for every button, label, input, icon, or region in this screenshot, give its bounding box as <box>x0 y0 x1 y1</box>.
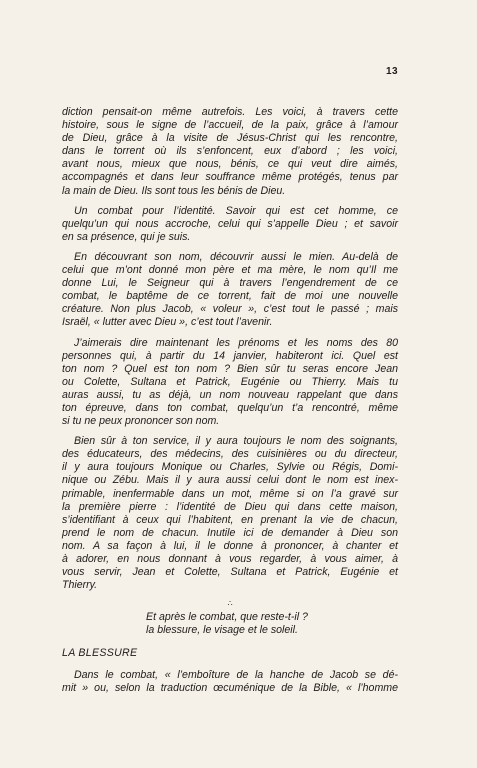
text-line: Israël, « lutter avec Dieu », c’est tout l’avenir. <box>62 316 273 329</box>
page-body <box>62 106 398 702</box>
text-line: nom. A sa façon à lui, il le donne à prononcer, à chanter et <box>62 539 398 552</box>
text-line: créature. Non plus Jacob, « voleur », c’est tout le passé ; mais <box>62 303 398 316</box>
paragraph <box>62 205 398 244</box>
text-line: combat, le baptême de ce torrent, fait de moi une nouvelle <box>62 290 398 303</box>
text-line: celui que m’ont donné mon père et ma mère, le nom qu’Il me <box>62 264 398 277</box>
paragraph <box>62 106 398 198</box>
text-line: histoire, sous le signe de l’accueil, de la paix, grâce à l’amour <box>62 119 398 132</box>
text-line: mit » ou, selon la traduction œcuménique de la Bible, « l’homme <box>62 681 398 694</box>
text-line: En découvrant son nom, découvrir aussi le mien. Au-delà de <box>74 250 398 263</box>
text-line: quelqu’un qui nous accroche, celui qui s’appelle Dieu ; et savoir <box>62 217 398 230</box>
text-line: diction pensait-on même autrefois. Les voici, à travers cette <box>62 106 398 118</box>
text-line: la première pierre : l’identité de Dieu qui dans cette maison, <box>62 500 398 513</box>
text-line: donne Lui, le Seigneur qui à travers l’engendrement de ce <box>62 277 398 290</box>
text-line: vous servir, Jean et Colette, Sultana et Patrick, Eugénie et <box>62 566 398 579</box>
text-line: dans le torrent où ils s’enfoncent, eux d’abord ; les voici, <box>62 145 398 158</box>
paragraph <box>62 669 398 695</box>
text-line: de Dieu, grâce à la visite de Jésus-Christ qui les rencontre, <box>62 132 398 145</box>
text-line: Un combat pour l’identité. Savoir qui est cet homme, ce <box>74 204 398 217</box>
verse-line: Et après le combat, que reste-t-il ? <box>146 611 308 624</box>
text-line: ou Colette, Sultana et Patrick, Eugénie ou Thierry. Mais tu <box>62 375 398 388</box>
text-line: il y aura toujours Monique ou Charles, Sylvie ou Régis, Domi- <box>62 461 398 474</box>
text-line: J’aimerais dire maintenant les prénoms et les noms des 80 <box>74 336 398 349</box>
text-line: la main de Dieu. Ils sont tous les bénis de Dieu. <box>62 184 286 197</box>
verse-line: la blessure, le visage et le soleil. <box>146 624 298 637</box>
text-line: nique ou Zébu. Mais il y aura aussi celui dont le nom est inex- <box>62 474 398 487</box>
text-line: s’identifiant à ceux qui l’habitent, en prenant la vie de chacun, <box>62 513 398 526</box>
text-line: Bien sûr à ton service, il y aura toujours le nom des soignants, <box>74 435 398 448</box>
section-ornament <box>62 599 398 608</box>
text-line: Dans le combat, « l’emboîture de la hanche de Jacob se dé- <box>74 668 398 681</box>
paragraph <box>62 251 398 330</box>
ornament-glyph: ∴ <box>227 599 233 609</box>
verse-block <box>146 611 398 637</box>
text-line: prend le nom de chacun. Inutile ici de demander à Dieu son <box>62 526 398 539</box>
text-line: en sa présence, qui je suis. <box>62 230 191 243</box>
text-line: si tu ne peux prononcer son nom. <box>62 415 220 428</box>
text-line: ton nom ? Quel est ton nom ? Bien sûr tu seras encore Jean <box>62 362 398 375</box>
text-line: Thierry. <box>62 579 98 592</box>
page-number: 13 <box>386 66 399 77</box>
paragraph <box>62 435 398 592</box>
text-line: accompagnés et dans leur souffrance même protégés, tenus par <box>62 171 398 184</box>
section-heading: LA BLESSURE <box>62 647 138 660</box>
text-line: des éducateurs, des médecins, des cuisinières ou du directeur, <box>62 448 398 461</box>
text-line: personnes qui, à partir du 14 janvier, habiteront ici. Quel est <box>62 349 398 362</box>
text-line: à adorer, en nous donnant à vous regarder, à vous aimer, à <box>62 553 398 565</box>
text-line: auras aussi, tu as déjà, un nom nouveau rappelant que dans <box>62 388 398 401</box>
text-line: primable, inenfermable dans un mot, même si on l’a gravé sur <box>62 487 398 500</box>
text-line: avant nous, mieux que nous, bénis, ce qui veut dire aimés, <box>62 158 398 171</box>
paragraph <box>62 337 398 429</box>
text-line: ton épreuve, dans ton combat, quelqu’un t’a rencontré, même <box>62 401 398 414</box>
